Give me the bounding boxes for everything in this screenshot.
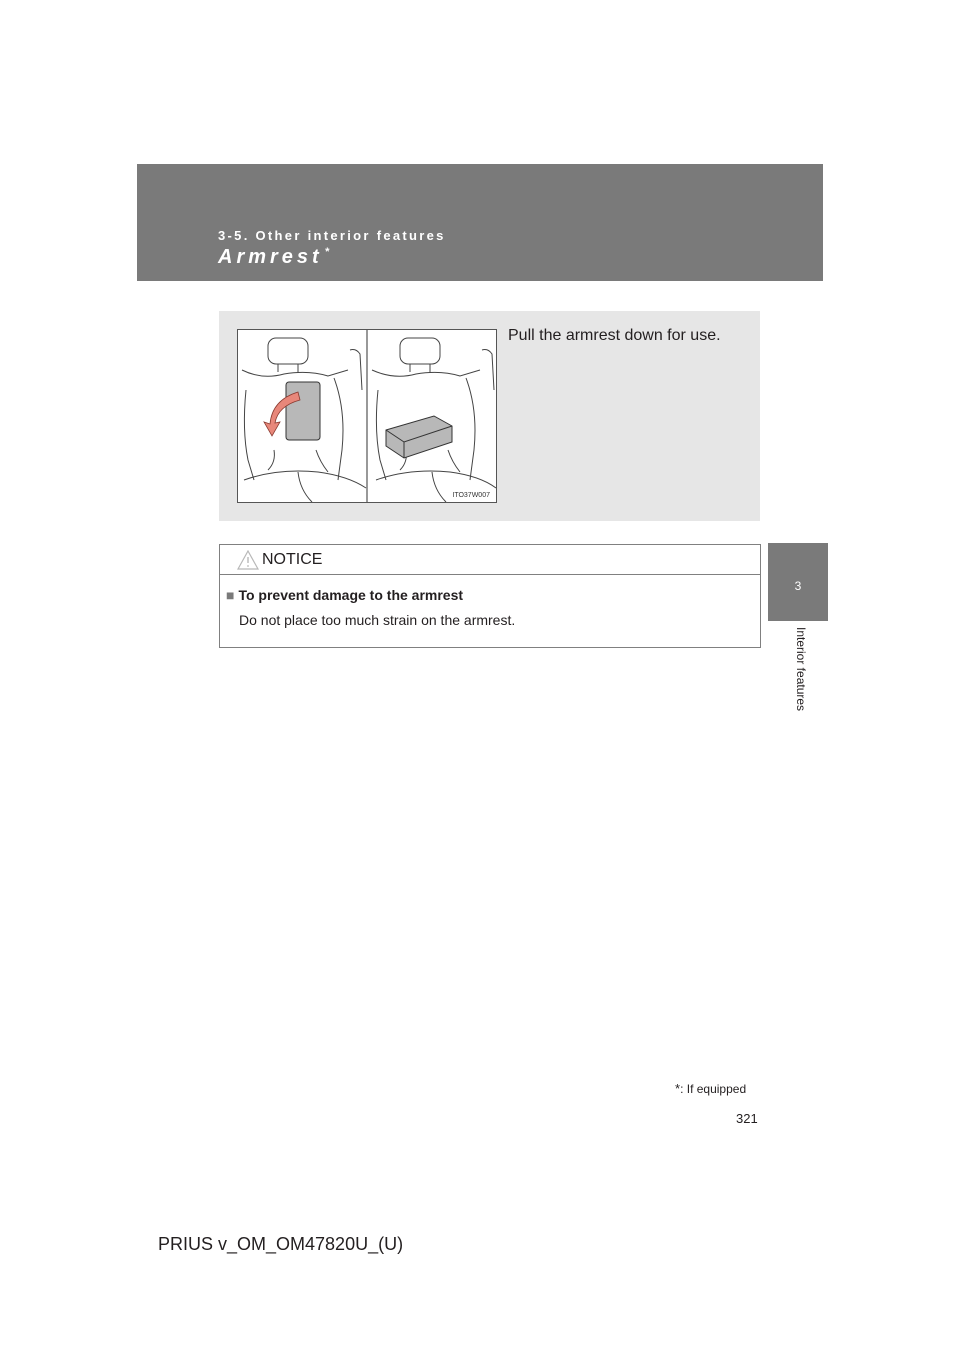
armrest-folded <box>286 382 320 440</box>
if-equipped-marker: * <box>324 246 329 258</box>
bullet-square-icon: ■ <box>226 587 235 603</box>
page-title <box>218 246 329 269</box>
notice-header <box>220 545 760 575</box>
footnote-marker: * <box>675 1081 681 1096</box>
section-label: 3-5. Other interior features <box>218 228 446 243</box>
section-header <box>137 164 823 281</box>
warning-triangle-icon <box>237 550 259 570</box>
headrest-icon-right <box>400 338 440 364</box>
footnote-text: : If equipped <box>680 1082 747 1096</box>
notice-text: Do not place too much strain on the armrest. <box>239 612 516 628</box>
notice-label: NOTICE <box>262 551 323 568</box>
notice-heading <box>226 587 463 603</box>
notice-heading-text: To prevent damage to the armrest <box>238 587 464 603</box>
page-number: 321 <box>736 1111 758 1126</box>
seat-cushion <box>244 471 366 488</box>
image-code: ITO37W007 <box>452 492 490 499</box>
headrest-icon <box>268 338 308 364</box>
chapter-title: Interior features <box>794 627 808 712</box>
figure-panel <box>219 311 760 521</box>
chapter-tab <box>768 543 828 621</box>
chapter-number: 3 <box>794 579 802 593</box>
page-title-text: Armrest <box>218 246 323 268</box>
armrest-illustration <box>237 329 497 503</box>
armrest-drawing <box>238 330 496 502</box>
figure-caption: Pull the armrest down for use. <box>508 327 721 344</box>
document-id: PRIUS v_OM_OM47820U_(U) <box>158 1234 404 1254</box>
notice-box <box>219 544 761 648</box>
seat-back-left <box>244 390 254 480</box>
seat-back-right <box>334 378 343 480</box>
footnote <box>675 1081 746 1096</box>
